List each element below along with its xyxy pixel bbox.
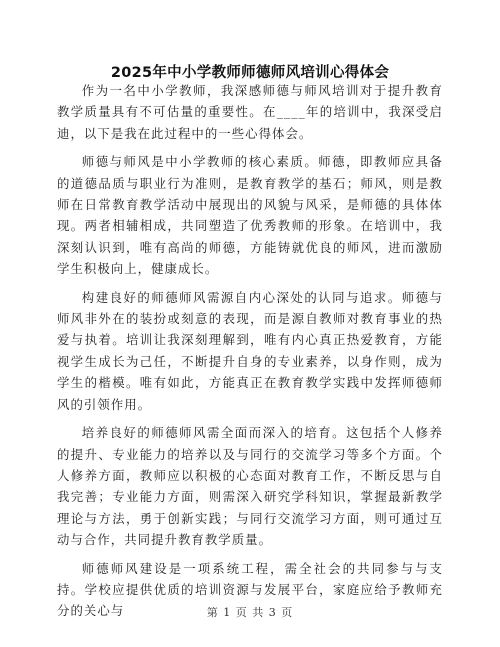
page-number-footer: 第 1 页 共 3 页 (206, 606, 294, 619)
paragraph-core-qualities: 师德与师风是中小学教师的核心素质。师德，即教师应具备的道德品质与职业行为准则，是教育教学的基石；师风，则是教师在日常教育教学活动中展现出的风貌与风采，是师德的具体体现。两者相辅相成，共同塑造了优秀教师的形象。在培训中，我深刻认识到，唯有高尚的师德，方能铸就优良的师风，进而激励学生积极向上，健康成长。 (57, 154, 443, 277)
paragraph-cultivation: 培养良好的师德师风需全面而深入的培育。这包括个人修养的提升、专业能力的培养以及与同行的交流学习等多个方面。个人修养方面，教师应以积极的心态面对教育工作，不断反思与自我完善；专业能力方面，则需深入研究学科知识，掌握最新教学理论与方法，勇于创新实践；与同行交流学习方面，则可通过互动与合作，共同提升教育教学质量。 (57, 425, 443, 548)
document-body (57, 80, 443, 629)
paragraph-inner-identity: 构建良好的师德师风需源自内心深处的认同与追求。师德与师风非外在的装扮或刻意的表现，而是源自教师对教育事业的热爱与执着。培训让我深刻理解到，唯有内心真正热爱教育，方能视学生成长为己任，不断提升自身的专业素养，以身作则，成为学生的楷模。唯有如此，方能真正在教育教学实践中发挥师德师风的引领作用。 (57, 289, 443, 412)
paragraph-intro: 作为一名中小学教师，我深感师德与师风培训对于提升教育教学质量具有不可估量的重要性。在____年的培训中，我深受启迪，以下是我在此过程中的一些心得体会。 (57, 83, 443, 141)
paragraph-system-project: 师德师风建设是一项系统工程，需全社会的共同参与与支持。学校应提供优质的培训资源与发展平台，家庭应给予教师充分的关心与 (57, 560, 443, 619)
document-title: 2025年中小学教师师德师风培训心得体会 (110, 65, 390, 81)
